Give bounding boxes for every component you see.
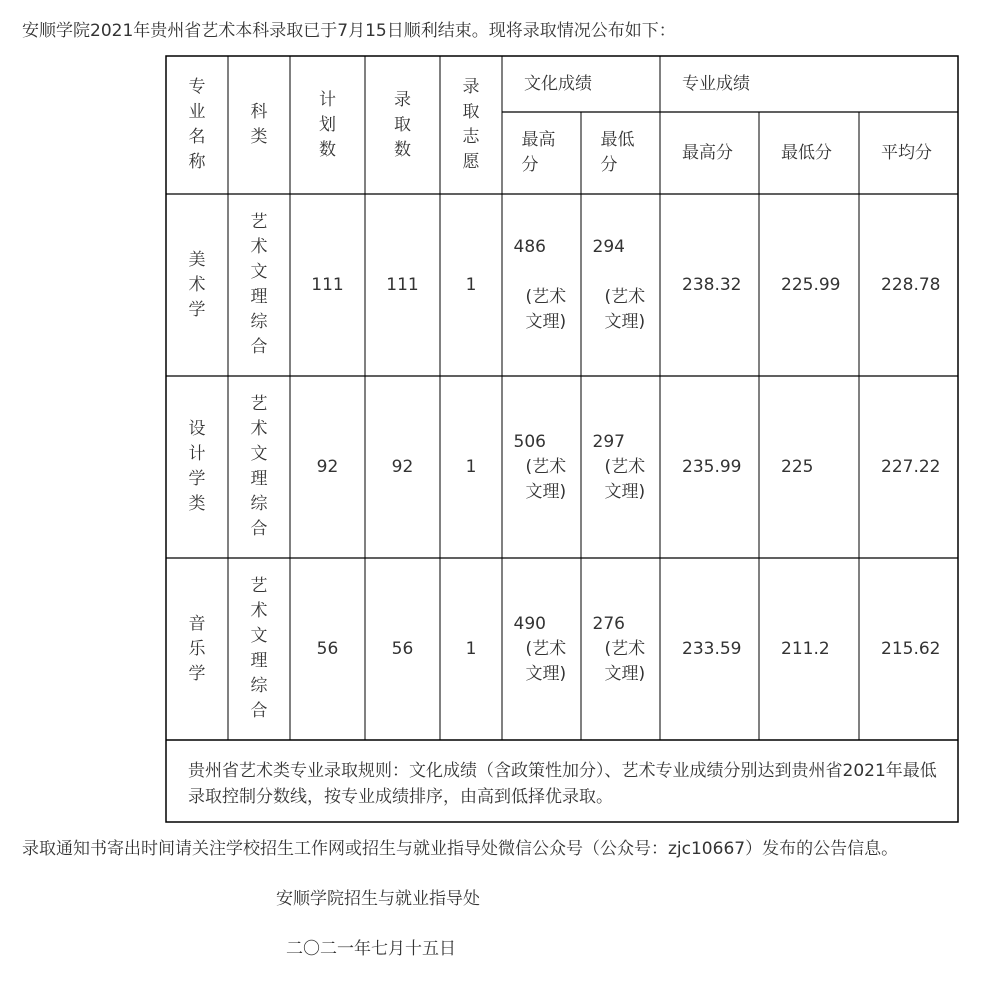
header-category: 科类 <box>250 102 268 147</box>
row-choice-cell: 1 <box>465 638 477 659</box>
row-pro-avg-cell: 215.62 <box>881 638 941 659</box>
row-category-cell: 艺术文理综合 <box>250 576 268 721</box>
header-pro-min: 最低分 <box>781 142 832 163</box>
row-culture-max-cell: 486 (艺术文理) <box>513 237 567 332</box>
row-culture-min-cell: 297 (艺术文理) <box>592 431 646 502</box>
row-pro-min-cell: 211.2 <box>781 638 830 659</box>
row-admitted-cell: 56 <box>391 638 414 659</box>
row-pro-max-cell: 238.32 <box>682 274 742 295</box>
header-pro-group: 专业成绩 <box>682 73 750 94</box>
row-major-cell: 设计学类 <box>188 419 206 514</box>
row-pro-max-cell: 235.99 <box>682 456 742 477</box>
row-category-cell: 艺术文理综合 <box>250 394 268 539</box>
header-pro-max: 最高分 <box>682 142 733 163</box>
row-choice-cell: 1 <box>465 274 477 295</box>
row-culture-max-cell: 490 (艺术文理) <box>513 613 567 684</box>
admission-rule: 贵州省艺术类专业录取规则：文化成绩（含政策性加分）、艺术专业成绩分别达到贵州省2021年最低录取控制分数线，按专业成绩排序，由高到低择优录取。 <box>188 761 937 807</box>
row-pro-min-cell: 225 <box>781 456 814 477</box>
row-culture-max-cell: 506 (艺术文理) <box>513 431 567 502</box>
row-pro-avg-cell: 227.22 <box>881 456 941 477</box>
row-choice-cell: 1 <box>465 456 477 477</box>
signature: 安顺学院招生与就业指导处 <box>276 889 480 909</box>
row-major-cell: 音乐学 <box>188 613 206 684</box>
header-choice: 录取志愿 <box>462 77 480 172</box>
row-plan-cell: 56 <box>316 638 339 659</box>
row-admitted-cell: 111 <box>386 274 419 295</box>
header-admitted: 录取数 <box>394 89 411 160</box>
header-culture-group: 文化成绩 <box>524 73 592 94</box>
row-culture-min-cell: 276 (艺术文理) <box>592 613 646 684</box>
row-culture-min-cell: 294 (艺术文理) <box>592 237 646 332</box>
row-admitted-cell: 92 <box>391 456 414 477</box>
row-category-cell: 艺术文理综合 <box>250 212 268 357</box>
header-major: 专业名称 <box>188 77 206 172</box>
header-pro-avg: 平均分 <box>881 142 932 163</box>
row-pro-max-cell: 233.59 <box>682 638 742 659</box>
intro-text: 安顺学院2021年贵州省艺术本科录取已于7月15日顺利结束。现将录取情况公布如下： <box>22 21 676 41</box>
header-culture-max: 最高分 <box>521 130 556 175</box>
row-pro-avg-cell: 228.78 <box>881 274 941 295</box>
row-plan-cell: 111 <box>311 274 344 295</box>
row-pro-min-cell: 225.99 <box>781 274 841 295</box>
row-major-cell: 美术学 <box>188 249 206 320</box>
header-culture-min: 最低分 <box>600 130 635 175</box>
date: 二〇二一年七月十五日 <box>286 939 456 959</box>
notice-text: 录取通知书寄出时间请关注学校招生工作网或招生与就业指导处微信公众号（公众号：zjc10667）发布的公告信息。 <box>22 839 899 859</box>
header-plan: 计划数 <box>319 89 336 160</box>
row-plan-cell: 92 <box>316 456 339 477</box>
